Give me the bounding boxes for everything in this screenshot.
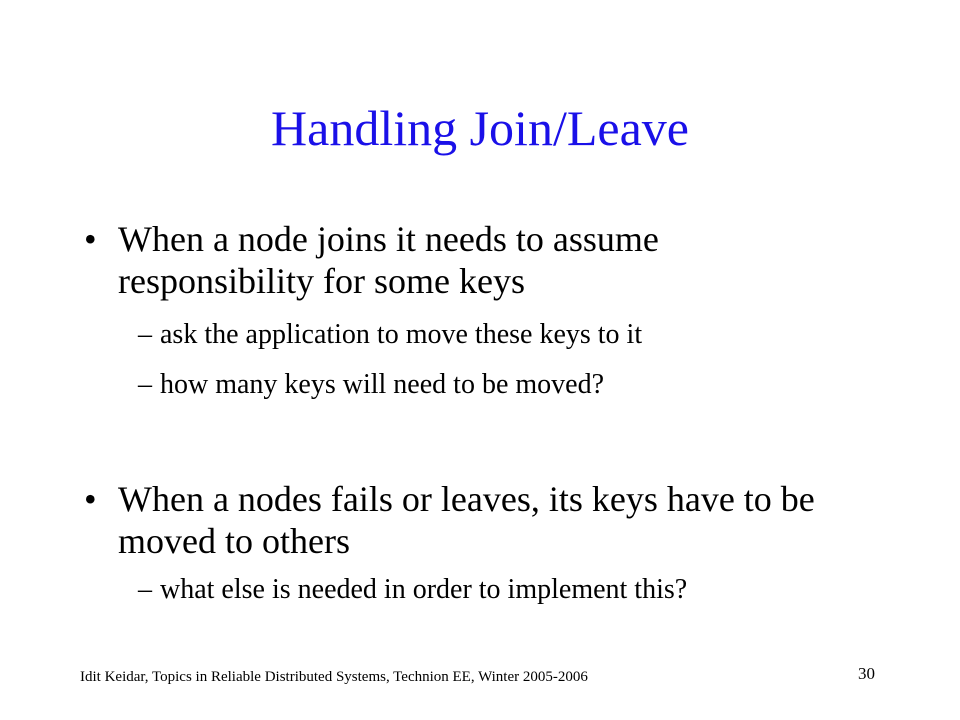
bullet-node-join	[84, 218, 838, 302]
sub-bullet-text: how many keys will need to be moved?	[160, 369, 605, 400]
sub-bullet-text: what else is needed in order to implement this?	[160, 574, 688, 605]
dash-icon: –	[138, 319, 152, 350]
bullet-icon: •	[84, 219, 97, 259]
dash-icon: –	[138, 369, 152, 400]
bullet-text: When a node joins it needs to assume responsibility for some keys	[118, 219, 659, 301]
sub-bullet-move-keys	[138, 318, 880, 352]
slide-title: Handling Join/Leave	[271, 100, 689, 156]
sub-bullet-how-many-keys	[138, 368, 880, 402]
sub-bullet-what-else-needed	[138, 573, 880, 607]
dash-icon: –	[138, 574, 152, 605]
slide-footer: Idit Keidar, Topics in Reliable Distributed Systems, Technion EE, Winter 2005-2006	[80, 669, 588, 685]
bullet-node-fails-or-leaves	[84, 478, 838, 562]
sub-bullet-text: ask the application to move these keys to it	[160, 319, 643, 350]
bullet-icon: •	[84, 479, 97, 519]
page-number: 30	[858, 664, 875, 683]
bullet-text: When a nodes fails or leaves, its keys have to be moved to others	[118, 479, 815, 561]
